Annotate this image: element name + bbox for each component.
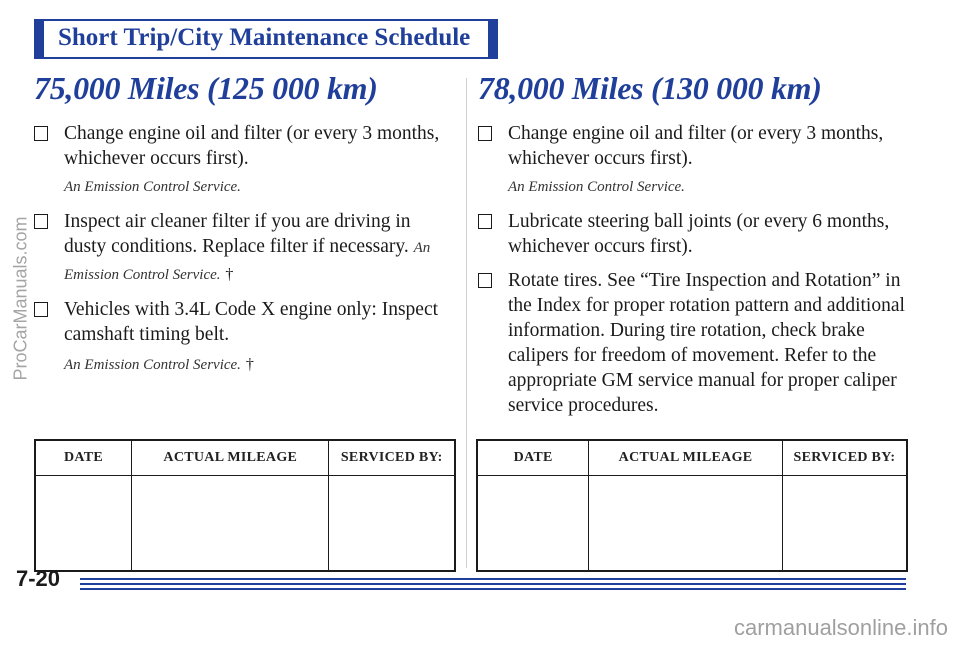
serviced-by-cell[interactable] xyxy=(329,476,455,572)
page-title: Short Trip/City Maintenance Schedule xyxy=(58,24,471,51)
dagger-mark: † xyxy=(225,266,234,283)
footer-rule xyxy=(80,588,906,590)
checkbox[interactable] xyxy=(478,273,492,288)
date-cell[interactable] xyxy=(35,476,132,572)
checkbox[interactable] xyxy=(478,126,492,141)
column-75000 xyxy=(34,70,454,387)
dagger-mark: † xyxy=(245,356,254,373)
mileage-cell[interactable] xyxy=(132,476,329,572)
item-text: Lubricate steering ball joints (or every 6 months, whichever occurs first). xyxy=(508,211,890,257)
checkbox[interactable] xyxy=(34,126,48,141)
service-record-table xyxy=(476,439,908,572)
item-text: Change engine oil and filter (or every 3 months, whichever occurs first). xyxy=(508,123,884,169)
date-cell[interactable] xyxy=(477,476,589,572)
item-text: Inspect air cleaner filter if you are driving in dusty conditions. Replace filter if necessary. xyxy=(64,211,411,257)
emission-note: An Emission Control Service. xyxy=(64,357,241,373)
checkbox[interactable] xyxy=(478,214,492,229)
column-header-date: DATE xyxy=(477,440,589,476)
checklist-item xyxy=(34,209,454,288)
emission-note: An Emission Control Service. xyxy=(64,179,241,195)
checklist-item xyxy=(34,121,454,200)
serviced-by-cell[interactable] xyxy=(782,476,907,572)
column-header-mileage: ACTUAL MILEAGE xyxy=(132,440,329,476)
mileage-cell[interactable] xyxy=(589,476,783,572)
column-header-mileage: ACTUAL MILEAGE xyxy=(589,440,783,476)
emission-note: An Emission Control Service. xyxy=(508,179,685,195)
checklist-item xyxy=(478,121,918,200)
side-watermark: ProCarManuals.com xyxy=(10,216,31,381)
mileage-heading: 78,000 Miles (130 000 km) xyxy=(478,70,822,106)
checkbox[interactable] xyxy=(34,302,48,317)
column-header-serviced-by: SERVICED BY: xyxy=(782,440,907,476)
column-header-date: DATE xyxy=(35,440,132,476)
footer-rule xyxy=(80,578,906,580)
footer-rule xyxy=(80,583,906,585)
column-78000 xyxy=(478,70,918,427)
bottom-watermark: carmanualsonline.info xyxy=(733,615,948,640)
column-divider xyxy=(466,78,467,568)
header-accent-left xyxy=(34,19,44,59)
checklist-item xyxy=(34,297,454,378)
mileage-heading: 75,000 Miles (125 000 km) xyxy=(34,70,378,106)
checklist-item xyxy=(478,268,918,418)
emission-note: An Emission Control Service. xyxy=(64,240,431,283)
item-text: Change engine oil and filter (or every 3 months, whichever occurs first). xyxy=(64,123,440,169)
header-accent-right xyxy=(488,19,498,59)
item-text: Rotate tires. See “Tire Inspection and Rotation” in the Index for proper rotation pattern and additional information. During tire rotation, check brake calipers for freedom of movement. Refer to the appropriate GM service manual for proper caliper service procedures. xyxy=(508,270,905,416)
service-record-table xyxy=(34,439,456,572)
item-text: Vehicles with 3.4L Code X engine only: Inspect camshaft timing belt. xyxy=(64,299,439,345)
page-number: 7-20 xyxy=(16,566,61,591)
checklist-item xyxy=(478,209,918,259)
checkbox[interactable] xyxy=(34,214,48,229)
column-header-serviced-by: SERVICED BY: xyxy=(329,440,455,476)
